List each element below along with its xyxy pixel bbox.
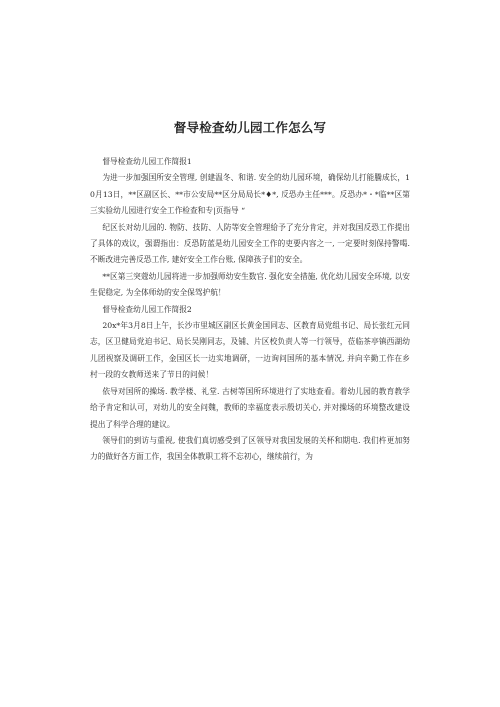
body-paragraph: 20x*年3月8日上午，长沙市里城区副区长黄金国同志、区教育局党组书记、局长张红元同志，区卫健局党迫书记、局长吴刚同志，及铺、片区校负责人等一行领导，莅临茶亭镇西湖幼儿团视察及调研工作，金国区长一边实地调研，一边询问国所的基本情况, 并向辛勤工作在乡村一段的女教师送来了节日的问候！ — [90, 321, 410, 380]
document-body — [90, 154, 410, 466]
body-paragraph: 领导们的到访与重视, 使我们真切感受到了区领导对我国发展的关杯和期电. 我们杵更加努力的做好各方面工作，我国全体教职工将不忘初心，继续前行，为 — [90, 435, 410, 462]
body-paragraph: 依导对国所的操场. 教学楼、礼堂. 古树等国所环境进行了实地查看。着幼儿园的教育教学给予肯定和认可，对幼儿的安全问魏，教师的幸福度表示殷切关心, 并对操场的环境整改建设提出了科学合理的建议。 — [90, 386, 410, 429]
section-heading: 督导检查幼儿园工作简报1 — [102, 157, 192, 166]
body-paragraph: **区第三突蔻幼儿园将进一步加强师幼安生数官. 强化安全措施, 优化幼儿园安全环境, 以安生促稳定, 为全体师幼的安全保驾护航！ — [90, 271, 410, 298]
body-paragraph: 纪区长对幼儿园的. 物防、技防、人防等安全管理給予了充分肯定，并对我国反恐工作提出了具体的戏议，强谓指出：反恐防蓝是幼儿园安全工作的吏要内容之一, 一定要时刻保持警喝. 不断改进完善反恐工作, 建好安全工作台账, 保障孩子们的安全。 — [90, 222, 410, 265]
section-heading: 督导检查幼儿园工作简报2 — [102, 304, 192, 314]
document-title: 督导检查幼儿园工作怎么写 — [173, 120, 327, 135]
body-paragraph: 为进一步加强国所安全管理, 创建温冬、和谐. 安全的幼儿园环境，确保幼儿打能騰成长，10月13日，**区副区长、**市公安局**区分局局长*♦*, 反恐办主任***。反恐办*・*临**区第三实验幼儿园进行安全工作检查和专|页指导 “ — [90, 173, 410, 216]
